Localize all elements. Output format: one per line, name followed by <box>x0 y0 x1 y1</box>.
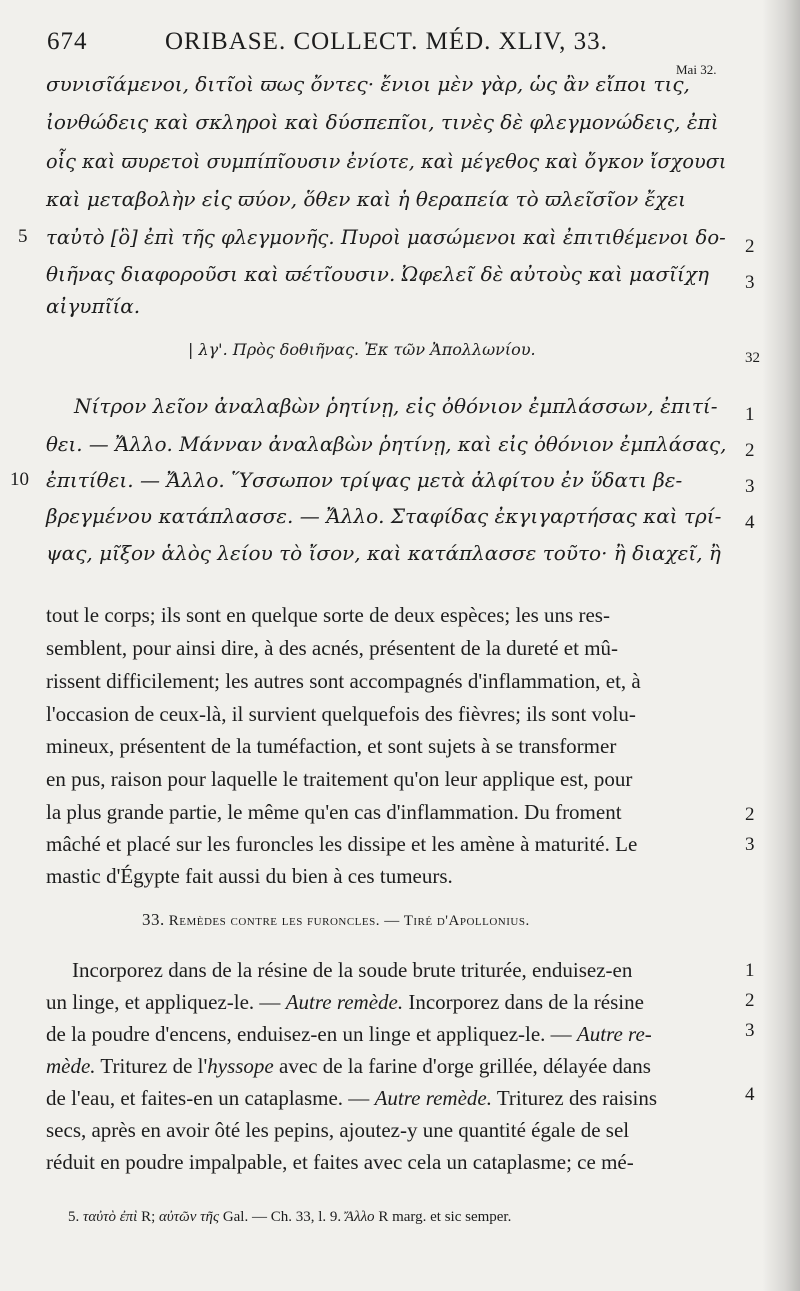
margin-note-mai: Mai 32. <box>676 62 717 77</box>
french-line: mâché et placé sur les furoncles les dissipe et les amène à maturité. Le <box>46 832 638 856</box>
greek-line: οἷς καὶ ϖυρετοὶ συμπίπῖουσιν ἐνίοτε, καὶ μέγεθος καὶ ὄγκον ἴσχουσι <box>46 149 727 173</box>
greek-line: ψας, μῖξον ἁλὸς λείου τὸ ἴσον, καὶ κατάπλασσε τοῦτο· ἢ διαχεῖ, ἢ <box>46 541 721 565</box>
french-line: mède. Triturez de l'hyssope avec de la farine d'orge grillée, délayée dans <box>46 1054 651 1078</box>
margin-number: 32 <box>745 350 760 366</box>
french-line: de l'eau, et faites-en un cataplasme. — Autre remède. Triturez des raisins <box>46 1086 658 1110</box>
line-number: 5 <box>18 226 28 247</box>
greek-line: καὶ μεταβολὴν εἰς ϖύον, ὅθεν καὶ ἡ θεραπεία τὸ ϖλεῖσῖον ἔχει <box>46 187 687 211</box>
margin-number: 3 <box>745 272 755 293</box>
running-title: ORIBASE. COLLECT. MÉD. XLIV, 33. <box>165 28 608 55</box>
page-number: 674 <box>47 28 88 55</box>
margin-number: 1 <box>745 404 755 425</box>
footnote: 5. ταὐτὸ ἐπὶ R; αὐτῶν τῆς Gal. — Ch. 33, l. 9. Ἄλλο R marg. et sic semper. <box>68 1209 512 1225</box>
greek-line: Νίτρον λεῖον ἀναλαβὼν ῥητίνῃ, εἰς ὀθόνιον ἐμπλάσσων, ἐπιτί- <box>74 394 718 418</box>
french-line: mastic d'Égypte fait aussi du bien à ces tumeurs. <box>46 864 453 888</box>
greek-line: βρεγμένου κατάπλασσε. — Ἄλλο. Σταφίδας ἐκγιγαρτήσας καὶ τρί- <box>46 504 722 528</box>
margin-number: 2 <box>745 804 755 825</box>
section-title: Remèdes contre les furoncles. — Tiré d'Apollonius. <box>168 913 530 929</box>
french-line: en pus, raison pour laquelle le traitement qu'on leur applique est, pour <box>46 767 633 791</box>
french-section-heading <box>142 910 530 930</box>
margin-number: 4 <box>745 512 755 533</box>
margin-number: 4 <box>745 1084 755 1105</box>
french-line: secs, après en avoir ôté les pepins, ajoutez-y une quantité égale de sel <box>46 1118 630 1142</box>
margin-number: 3 <box>745 834 755 855</box>
section-number: 33. <box>142 910 165 929</box>
greek-line: θει. — Ἄλλο. Μάνναν ἀναλαβὼν ῥητίνῃ, καὶ εἰς ὀθόνιον ἐμπλάσας, <box>46 432 727 456</box>
french-line: mineux, présentent de la tuméfaction, et sont sujets à se transformer <box>46 734 617 758</box>
margin-number: 2 <box>745 236 755 257</box>
line-number: 10 <box>10 469 29 490</box>
page-edge-shadow <box>762 0 800 1291</box>
french-line: l'occasion de ceux-là, il survient quelquefois des fièvres; ils sont volu- <box>46 702 636 726</box>
margin-number: 3 <box>745 1020 755 1041</box>
french-line: un linge, et appliquez-le. — Autre remède. Incorporez dans de la résine <box>46 990 644 1014</box>
french-line: Incorporez dans de la résine de la soude brute triturée, enduisez-en <box>72 958 633 982</box>
margin-number: 2 <box>745 990 755 1011</box>
margin-number: 3 <box>745 476 755 497</box>
greek-line: ἐπιτίθει. — Ἄλλο. Ὕσσωπον τρίψας μετὰ ἀλφίτου ἐν ὕδατι βε- <box>46 468 683 492</box>
greek-line: θιῆνας διαφοροῦσι καὶ ϖέτῖουσιν. Ὠφελεῖ δὲ αὐτοὺς καὶ μασῖίχη <box>46 262 709 286</box>
margin-number: 2 <box>745 440 755 461</box>
french-line: rissent difficilement; les autres sont accompagnés d'inflammation, et, à <box>46 669 641 693</box>
greek-line: συνισῖάμενοι, διτῖοὶ ϖως ὄντες· ἔνιοι μὲν γὰρ, ὡς ἂν εἴποι τις, <box>46 72 690 96</box>
french-line: semblent, pour ainsi dire, à des acnés, présentent de la dureté et mû- <box>46 636 619 660</box>
french-line: réduit en poudre impalpable, et faites avec cela un cataplasme; ce mé- <box>46 1150 634 1174</box>
greek-section-heading: | λγ'. Πρὸς δοθιῆνας. Ἐκ τῶν Ἀπολλωνίου. <box>188 340 536 359</box>
french-line: tout le corps; ils sont en quelque sorte de deux espèces; les uns res- <box>46 603 610 627</box>
french-line: la plus grande partie, le même qu'en cas d'inflammation. Du froment <box>46 800 622 824</box>
greek-line: ἰονθώδεις καὶ σκληροὶ καὶ δύσπεπῖοι, τινὲς δὲ φλεγμονώδεις, ἐπὶ <box>46 110 719 134</box>
margin-number: 1 <box>745 960 755 981</box>
greek-line: αἰγυπῖία. <box>46 294 141 318</box>
greek-line: ταὐτὸ [ὃ] ἐπὶ τῆς φλεγμονῆς. Πυροὶ μασώμενοι καὶ ἐπιτιθέμενοι δο- <box>46 225 726 249</box>
french-line: de la poudre d'encens, enduisez-en un linge et appliquez-le. — Autre re- <box>46 1022 652 1046</box>
